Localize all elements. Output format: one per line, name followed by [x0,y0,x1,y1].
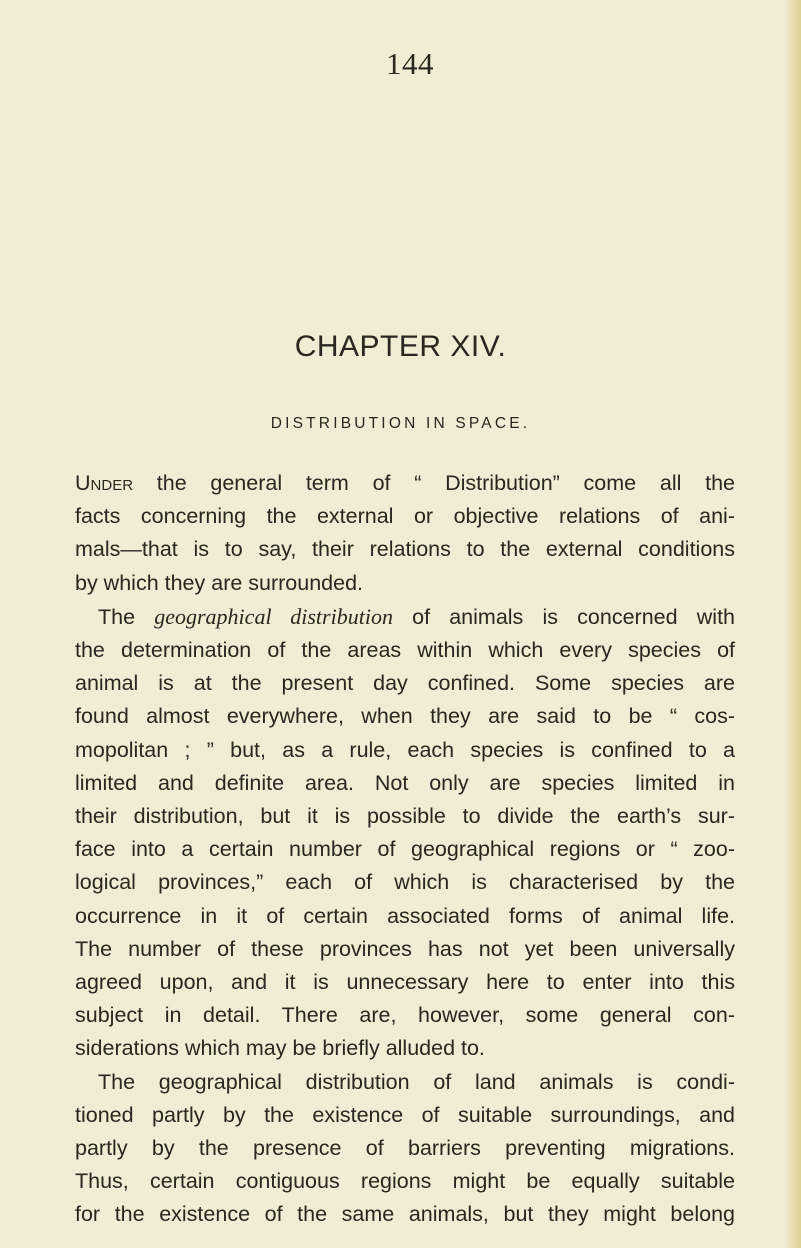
text-line: found almost everywhere, when they are said to be “ cos- [75,704,735,729]
page-edge-shadow [787,0,801,1248]
text-line: mopolitan ; ” but, as a rule, each species is confined to a [75,737,735,762]
text-line: animal is at the present day confined. Some species are [75,671,735,696]
page-number: 144 [386,46,434,81]
section-title: DISTRIBUTION IN SPACE. [270,415,531,432]
text-line [75,600,735,634]
text-line: The number of these provinces has not yet been universally [75,936,735,961]
text-line: facts concerning the external or objective relations of ani- [75,504,735,529]
emphasis-text: geographical distribution [154,603,393,629]
text-line: the determination of the areas within which every species of [75,638,735,663]
text-line: logical provinces,” each of which is characterised by the [75,870,735,895]
drop-word: Under [75,471,134,495]
text-line: face into a certain number of geographical regions or “ zoo- [75,837,735,862]
text-line: subject in detail. There are, however, some general con- [75,1003,735,1028]
chapter-title: CHAPTER XIV. [294,330,507,363]
text-line: mals—that is to say, their relations to the external conditions [75,537,735,562]
text-line: tioned partly by the existence of suitable surroundings, and [75,1102,735,1127]
text-line: occurrence in it of certain associated forms of animal life. [75,903,735,928]
line-text: The [98,604,155,629]
line-text: of animals is concerned with [392,604,735,629]
text-line: their distribution, but it is possible to divide the earth’s sur- [75,804,735,829]
text-line: by which they are surrounded. [75,570,364,595]
text-line: agreed upon, and it is unnecessary here to enter into this [75,970,735,995]
line-text: the general term of “ Distribution” come all the [133,471,735,495]
text-line: for the existence of the same animals, but they might belong [75,1202,735,1227]
body-text [75,467,735,1232]
text-line: limited and definite area. Not only are species limited in [75,770,735,795]
text-line: siderations which may be briefly alluded to. [75,1036,485,1061]
text-line: partly by the presence of barriers preventing migrations. [75,1136,735,1161]
text-line [75,467,735,500]
text-line: Thus, certain contiguous regions might be equally suitable [75,1169,735,1194]
text-line: The geographical distribution of land animals is condi- [98,1069,735,1094]
